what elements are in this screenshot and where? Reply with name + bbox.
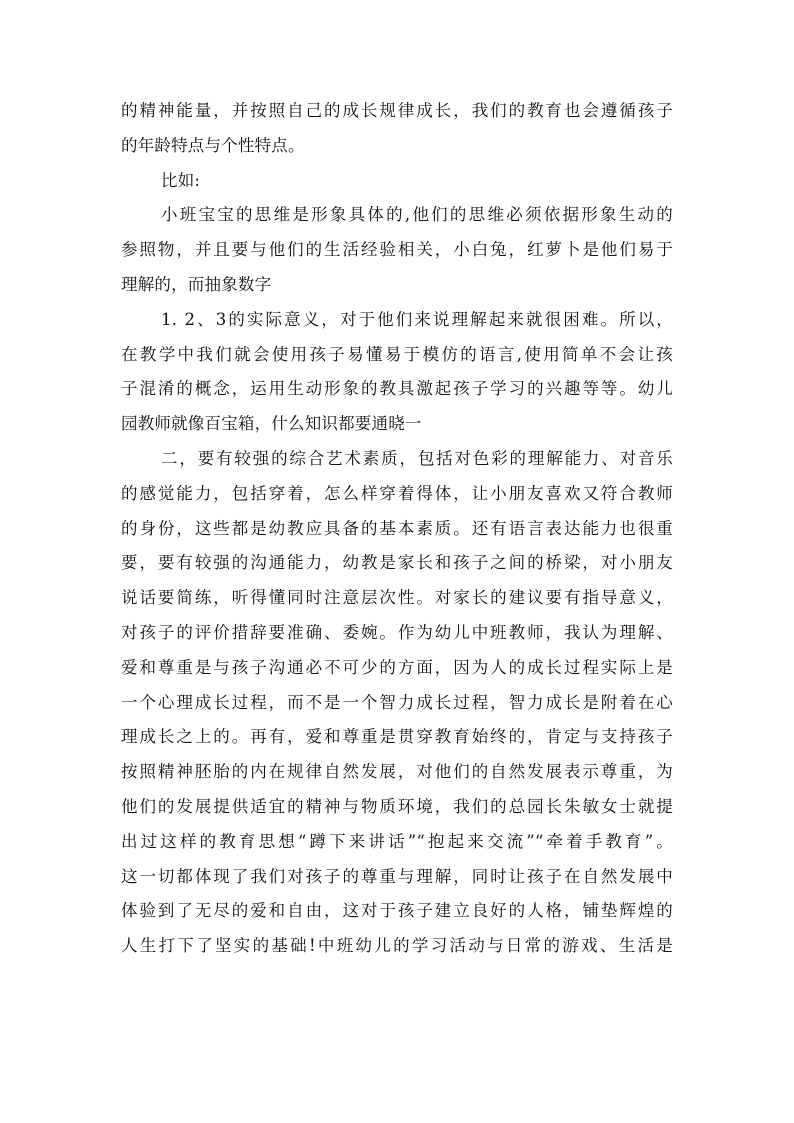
text-line: 人生打下了坚实的基础!中班幼儿的学习活动与日常的游戏、生活是 [121,936,673,956]
text-line: 理成长之上的。再有，爱和尊重是贯穿教育始终的，肯定与支持孩子 [121,727,673,747]
text-line: 的身份，这些都是幼教应具备的基本素质。还有语言表达能力也很重 [121,518,673,538]
text-line: 爱和尊重是与孩子沟通必不可少的方面，因为人的成长过程实际上是 [121,657,673,677]
text-line: 1. 2、3的实际意义，对于他们来说理解起来就很困难。所以， [161,309,673,329]
text-line: 出过这样的教育思想“蹲下来讲话”“抱起来交流”“牵着手教育”。 [121,831,673,851]
text-line: 说话要简练，听得懂同时注意层次性。对家长的建议要有指导意义， [121,588,673,608]
text-line: 参照物，并且要与他们的生活经验相关，小白兔，红萝卜是他们易于 [121,240,673,260]
text-line: 的感觉能力，包括穿着，怎么样穿着得体，让小朋友喜欢又符合教师 [121,483,673,503]
text-line: 这一切都体现了我们对孩子的尊重与理解，同时让孩子在自然发展中 [121,866,673,886]
text-line: 按照精神胚胎的内在规律自然发展，对他们的自然发展表示尊重，为 [121,762,673,782]
text-line: 小班宝宝的思维是形象具体的,他们的思维必须依据形象生动的 [161,205,673,225]
document-page [121,94,673,964]
text-line: 园教师就像百宝箱，什么知识都要通晓一 [121,414,422,434]
text-line: 的精神能量，并按照自己的成长规律成长，我们的教育也会遵循孩子 [121,101,673,120]
text-line: 体验到了无尽的爱和自由，这对于孩子建立良好的人格，铺垫辉煌的 [121,901,673,921]
text-line: 二，要有较强的综合艺术素质，包括对色彩的理解能力、对音乐 [161,448,673,468]
text-line: 要，要有较强的沟通能力，幼教是家长和孩子之间的桥梁，对小朋友 [121,553,673,573]
text-line: 的年龄特点与个性特点。 [121,135,305,155]
text-line: 理解的，而抽象数字 [121,274,272,294]
text-line: 对孩子的评价措辞要准确、委婉。作为幼儿中班教师，我认为理解、 [121,622,673,642]
text-line: 在教学中我们就会使用孩子易懂易于模仿的语言,使用简单不会让孩 [121,344,673,364]
text-line: 一个心理成长过程，而不是一个智力成长过程，智力成长是附着在心 [121,692,673,712]
text-line: 子混淆的概念，运用生动形象的教具激起孩子学习的兴趣等等。幼儿 [121,379,673,399]
text-line: 比如: [161,170,201,190]
text-line: 他们的发展提供适宜的精神与物质环境，我们的总园长朱敏女士就提 [121,796,673,816]
